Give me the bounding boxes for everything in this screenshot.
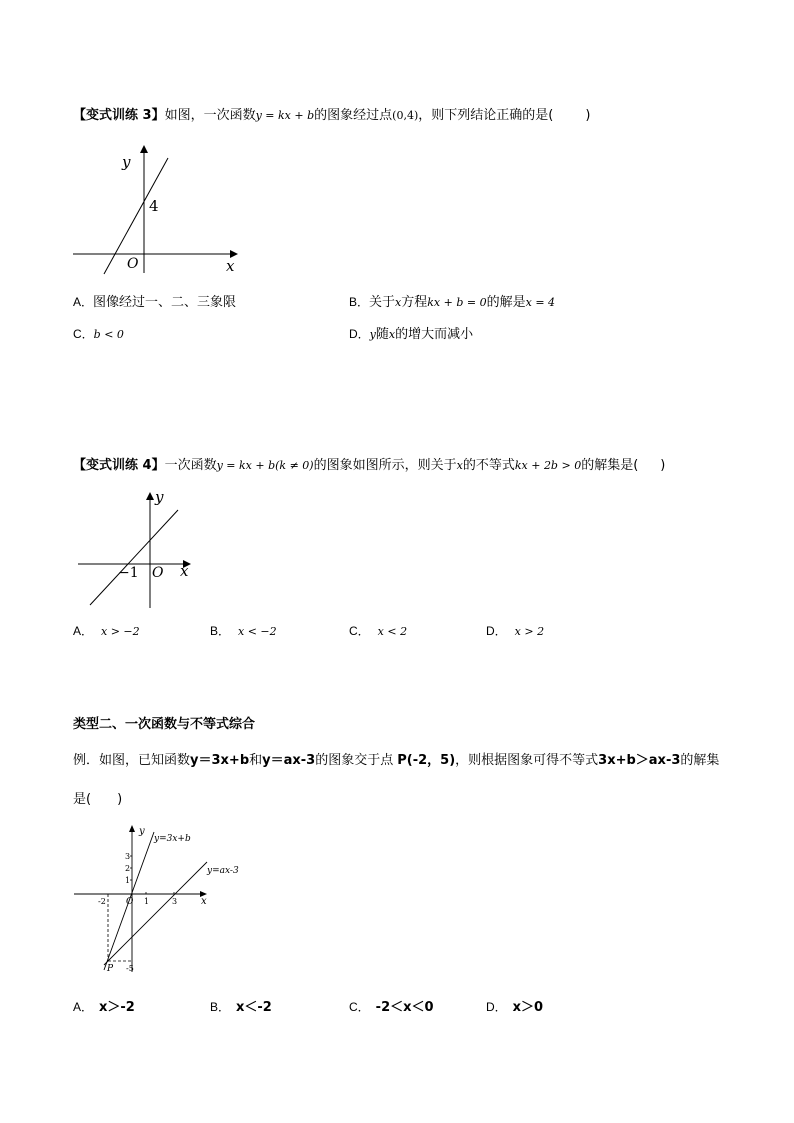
- q3-y-arrow: [140, 145, 148, 153]
- example-point: P(-2，5): [397, 753, 456, 768]
- q3-origin-label: O: [127, 256, 139, 272]
- example-tick-label-y1: 1: [125, 876, 131, 885]
- q3-option-c[interactable]: [73, 325, 124, 344]
- example-option-d[interactable]: [486, 998, 543, 1017]
- example-and: 和: [249, 753, 263, 768]
- option-expr: x = 4: [525, 296, 556, 309]
- option-label: C．: [349, 624, 370, 638]
- option-var: y: [369, 328, 376, 341]
- q3-text-end: ): [585, 108, 591, 123]
- example-text-c: ，则根据图象可得不等式: [455, 753, 599, 768]
- option-text: 图像经过一、二、三象限: [93, 295, 237, 310]
- example-y-label: y: [139, 826, 145, 837]
- option-expr: x＞0: [512, 1000, 544, 1015]
- example-stem-line2: 是( ): [73, 792, 123, 807]
- example-line2-label: y=ax-3: [207, 866, 239, 876]
- section2-heading: 类型二、一次函数与不等式综合: [73, 717, 256, 732]
- example-tick-label-y3: 3: [125, 852, 131, 861]
- example-graph: [70, 822, 250, 982]
- option-text: 的解是: [486, 295, 526, 310]
- q3-option-d[interactable]: [349, 325, 473, 344]
- q4-var: x: [456, 459, 463, 472]
- q4-option-b[interactable]: [210, 622, 277, 641]
- example-option-b[interactable]: [210, 998, 272, 1017]
- example-text-d: 的解集: [680, 753, 720, 768]
- example-f1: y＝3x+b: [190, 753, 250, 768]
- q4-text-end: ): [660, 458, 666, 473]
- q4-expr: y = kx + b(k ≠ 0): [216, 459, 314, 472]
- option-expr: x > −2: [101, 625, 140, 638]
- example-tick-label-xm2: -2: [98, 897, 106, 906]
- example-tick-label-y2: 2: [125, 864, 131, 873]
- example-line-ax-minus-3: [104, 862, 207, 965]
- option-expr: x > 2: [514, 625, 545, 638]
- option-var: x: [395, 296, 402, 309]
- option-expr: kx + b = 0: [427, 296, 487, 309]
- q4-option-a[interactable]: [73, 622, 140, 641]
- q3-expr: y = kx + b: [255, 109, 315, 122]
- q4-text-c: 的不等式: [462, 458, 515, 473]
- example-tick-label-x3: 3: [172, 897, 178, 906]
- example-neg5-label: -5: [126, 964, 134, 973]
- option-text: 方程: [401, 295, 428, 310]
- q3-text-c: ，则下列结论正确的是(: [418, 108, 554, 123]
- option-label: B．: [210, 624, 231, 638]
- q4-text-a: 一次函数: [164, 458, 217, 473]
- option-expr: x＜-2: [236, 1000, 272, 1015]
- example-p-label: P: [107, 964, 114, 974]
- option-label: A．: [73, 1000, 94, 1014]
- example-text-b: 的图象交于点: [315, 753, 394, 768]
- q4-stem: [73, 457, 665, 475]
- q3-text-b: 的图象经过点: [314, 108, 393, 123]
- example-text-a: 例．如图，已知函数: [73, 753, 191, 768]
- q3-point: (0,4): [392, 109, 419, 122]
- option-var: x: [388, 328, 396, 341]
- q3-text-a: 如图，一次函数: [164, 108, 256, 123]
- q4-origin-label: O: [152, 565, 164, 581]
- q4-prefix: 【变式训练 4】: [73, 458, 165, 473]
- option-label: C．: [73, 327, 94, 341]
- option-expr: -2＜x＜0: [375, 1000, 434, 1015]
- option-label: D．: [349, 327, 370, 341]
- q4-text-b: 的图象如图所示，则关于: [313, 458, 457, 473]
- q3-option-b[interactable]: [349, 293, 555, 312]
- q4-function-line: [90, 510, 178, 605]
- option-label: B．: [349, 295, 370, 309]
- option-label: D．: [486, 624, 507, 638]
- example-x-label: x: [201, 896, 207, 907]
- q4-y-arrow: [146, 492, 154, 500]
- q3-x-label: x: [226, 257, 235, 275]
- q3-stem: [73, 107, 590, 125]
- option-expr: x＞-2: [99, 1000, 135, 1015]
- q3-intercept-label: 4: [149, 197, 159, 215]
- q3-graph: [68, 140, 248, 280]
- option-expr: x < 2: [377, 625, 408, 638]
- example-ineq: 3x+b＞ax-3: [598, 753, 681, 768]
- q4-ineq: kx + 2b > 0: [514, 459, 582, 472]
- option-expr: x < −2: [238, 625, 277, 638]
- example-y-arrow: [129, 825, 135, 832]
- q4-text-d: 的解集是(: [581, 458, 639, 473]
- option-label: A．: [73, 295, 94, 309]
- option-text: 关于: [369, 295, 396, 310]
- example-f2: y＝ax-3: [262, 753, 316, 768]
- q3-y-label: y: [122, 153, 131, 171]
- example-option-a[interactable]: [73, 998, 135, 1017]
- option-label: C．: [349, 1000, 370, 1014]
- q4-neg-one-label: −1: [118, 565, 139, 581]
- example-option-c[interactable]: [349, 998, 434, 1017]
- option-text: 随: [375, 327, 389, 342]
- q3-prefix: 【变式训练 3】: [73, 108, 165, 123]
- example-line1-label: y=3x+b: [154, 834, 191, 844]
- q4-option-c[interactable]: [349, 622, 407, 641]
- example-tick-label-x1: 1: [144, 897, 150, 906]
- example-origin-label: O: [126, 897, 134, 907]
- q4-y-label: y: [155, 488, 164, 506]
- q3-option-a[interactable]: [73, 293, 236, 312]
- option-text: 的增大而减小: [395, 327, 474, 342]
- option-expr: b < 0: [93, 328, 124, 341]
- q4-graph: [72, 485, 202, 615]
- q4-option-d[interactable]: [486, 622, 544, 641]
- option-label: B．: [210, 1000, 231, 1014]
- example-stem-line1: [73, 752, 719, 770]
- option-label: D．: [486, 1000, 507, 1014]
- q4-x-label: x: [180, 562, 189, 580]
- option-label: A．: [73, 624, 94, 638]
